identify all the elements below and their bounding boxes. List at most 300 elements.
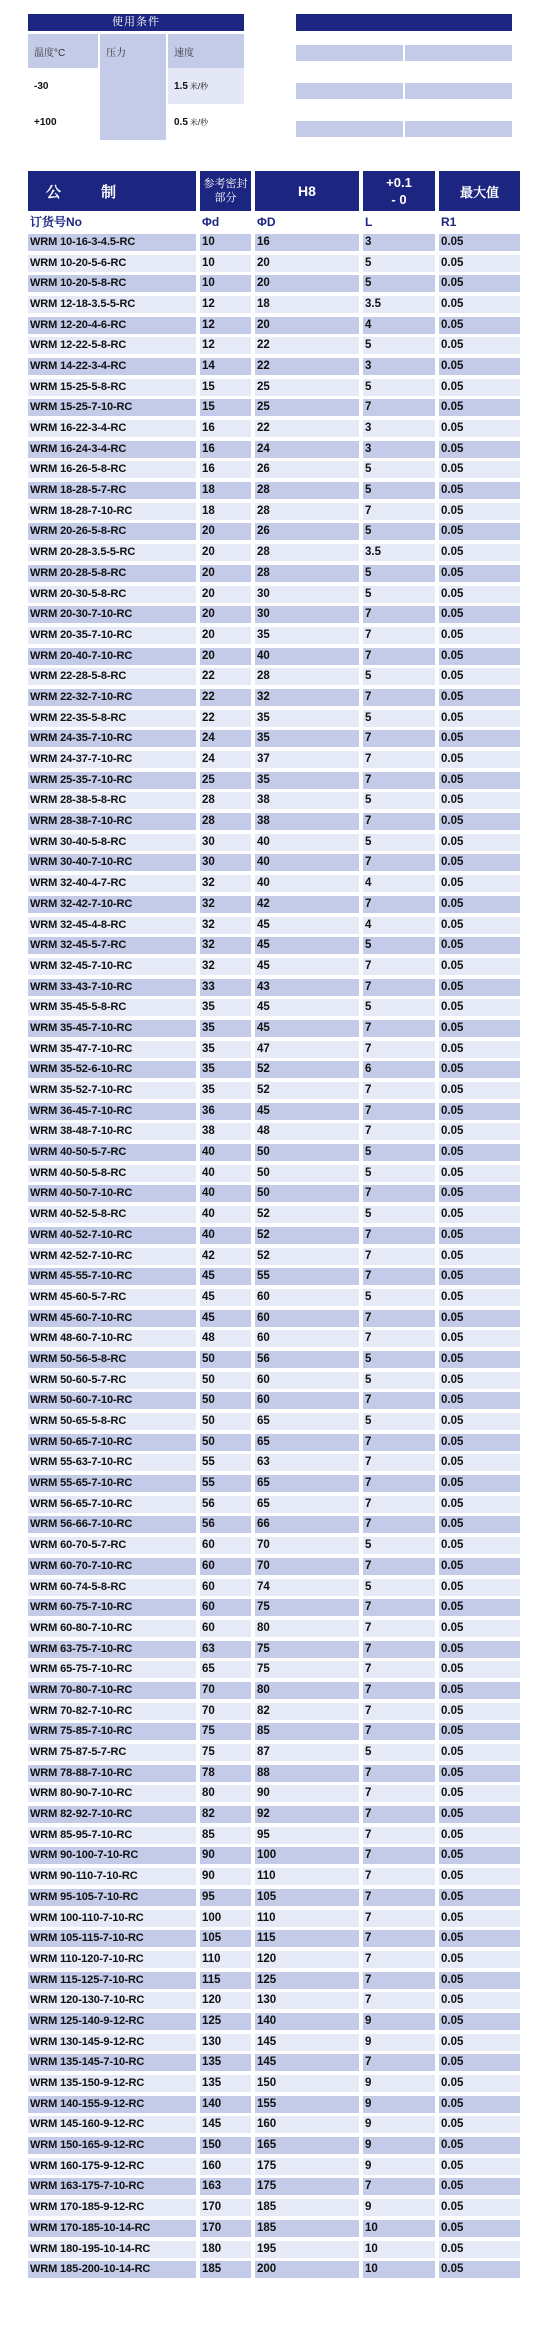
reference-seal-header: 参考密封部分 — [200, 171, 251, 211]
inner-diameter-cell: 78 — [200, 1765, 251, 1782]
table-row — [28, 832, 516, 853]
table-row — [28, 377, 516, 398]
blank-cell — [405, 45, 512, 61]
outer-diameter-cell: 35 — [255, 710, 359, 727]
inner-diameter-cell: 90 — [200, 1868, 251, 1885]
inner-diameter-cell: 20 — [200, 606, 251, 623]
inner-diameter-cell: 24 — [200, 730, 251, 747]
outer-diameter-cell: 43 — [255, 979, 359, 996]
radius-cell: 0.05 — [439, 1185, 520, 1202]
outer-diameter-cell: 45 — [255, 937, 359, 954]
inner-diameter-cell: 40 — [200, 1185, 251, 1202]
length-cell: 5 — [363, 255, 435, 272]
inner-diameter-cell: 110 — [200, 1951, 251, 1968]
table-row — [28, 708, 516, 729]
radius-cell: 0.05 — [439, 813, 520, 830]
table-row — [28, 1122, 516, 1143]
radius-cell: 0.05 — [439, 317, 520, 334]
length-cell: 9 — [363, 2075, 435, 2092]
inner-diameter-cell: 20 — [200, 565, 251, 582]
length-cell: 10 — [363, 2241, 435, 2258]
radius-cell: 0.05 — [439, 1703, 520, 1720]
outer-diameter-cell: 45 — [255, 1103, 359, 1120]
order-number-cell: WRM 105-115-7-10-RC — [28, 1930, 196, 1947]
radius-cell: 0.05 — [439, 1992, 520, 2009]
inner-diameter-cell: 70 — [200, 1703, 251, 1720]
order-number-cell: WRM 60-70-5-7-RC — [28, 1537, 196, 1554]
length-cell: 3 — [363, 358, 435, 375]
order-number-cell: WRM 145-160-9-12-RC — [28, 2116, 196, 2133]
order-number-cell: WRM 70-80-7-10-RC — [28, 1682, 196, 1699]
length-cell: 5 — [363, 337, 435, 354]
order-number-cell: WRM 50-56-5-8-RC — [28, 1351, 196, 1368]
order-number-cell: WRM 20-40-7-10-RC — [28, 648, 196, 665]
radius-subheader: R1 — [441, 214, 457, 229]
inner-diameter-cell: 40 — [200, 1206, 251, 1223]
inner-diameter-cell: 22 — [200, 668, 251, 685]
order-number-cell: WRM 185-200-10-14-RC — [28, 2261, 196, 2278]
radius-cell: 0.05 — [439, 234, 520, 251]
length-cell: 5 — [363, 792, 435, 809]
outer-diameter-cell: 105 — [255, 1889, 359, 1906]
inner-diameter-cell: 35 — [200, 999, 251, 1016]
table-row — [28, 770, 516, 791]
length-cell: 7 — [363, 1847, 435, 1864]
order-number-cell: WRM 32-40-4-7-RC — [28, 875, 196, 892]
outer-diameter-cell: 52 — [255, 1248, 359, 1265]
outer-diameter-cell: 48 — [255, 1123, 359, 1140]
length-cell: 9 — [363, 2158, 435, 2175]
inner-diameter-cell: 18 — [200, 482, 251, 499]
order-number-cell: WRM 100-110-7-10-RC — [28, 1910, 196, 1927]
length-cell: 7 — [363, 1041, 435, 1058]
table-row — [28, 1515, 516, 1536]
outer-diameter-cell: 74 — [255, 1579, 359, 1596]
outer-diameter-cell: 95 — [255, 1827, 359, 1844]
table-row — [28, 1494, 516, 1515]
length-cell: 4 — [363, 917, 435, 934]
radius-cell: 0.05 — [439, 2241, 520, 2258]
length-cell: 7 — [363, 751, 435, 768]
radius-cell: 0.05 — [439, 792, 520, 809]
order-number-cell: WRM 110-120-7-10-RC — [28, 1951, 196, 1968]
inner-diameter-cell: 130 — [200, 2034, 251, 2051]
inner-diameter-cell: 35 — [200, 1041, 251, 1058]
table-row — [28, 1908, 516, 1929]
inner-diameter-cell: 50 — [200, 1351, 251, 1368]
length-cell: 7 — [363, 979, 435, 996]
temperature-header: 温度°C — [28, 34, 98, 68]
tolerance-minus: - 0 — [391, 192, 407, 207]
radius-cell: 0.05 — [439, 2137, 520, 2154]
inner-diameter-cell: 16 — [200, 461, 251, 478]
table-row — [28, 584, 516, 605]
outer-diameter-cell: 16 — [255, 234, 359, 251]
table-row — [28, 1535, 516, 1556]
radius-cell: 0.05 — [439, 2096, 520, 2113]
length-cell: 7 — [363, 772, 435, 789]
outer-diameter-cell: 26 — [255, 523, 359, 540]
outer-diameter-cell: 88 — [255, 1765, 359, 1782]
table-row — [28, 1308, 516, 1329]
outer-diameter-cell: 52 — [255, 1206, 359, 1223]
order-number-cell: WRM 28-38-5-8-RC — [28, 792, 196, 809]
radius-cell: 0.05 — [439, 875, 520, 892]
radius-cell: 0.05 — [439, 1930, 520, 1947]
outer-diameter-cell: 37 — [255, 751, 359, 768]
table-row — [28, 480, 516, 501]
radius-cell: 0.05 — [439, 461, 520, 478]
order-number-cell: WRM 50-60-5-7-RC — [28, 1372, 196, 1389]
table-row — [28, 1680, 516, 1701]
inner-diameter-cell: 20 — [200, 586, 251, 603]
outer-diameter-cell: 175 — [255, 2178, 359, 2195]
order-number-cell: WRM 50-65-7-10-RC — [28, 1434, 196, 1451]
outer-diameter-cell: 150 — [255, 2075, 359, 2092]
length-cell: 7 — [363, 1806, 435, 1823]
usage-conditions-grid — [28, 34, 244, 140]
radius-cell: 0.05 — [439, 1579, 520, 1596]
speed-unit: 米/秒 — [189, 81, 209, 91]
order-number-cell: WRM 35-52-6-10-RC — [28, 1061, 196, 1078]
table-row — [28, 1039, 516, 1060]
outer-diameter-cell: 60 — [255, 1310, 359, 1327]
length-cell: 5 — [363, 834, 435, 851]
length-cell: 3.5 — [363, 296, 435, 313]
order-number-cell: WRM 75-87-5-7-RC — [28, 1744, 196, 1761]
radius-cell: 0.05 — [439, 1351, 520, 1368]
order-number-cell: WRM 140-155-9-12-RC — [28, 2096, 196, 2113]
inner-diameter-cell: 75 — [200, 1744, 251, 1761]
order-number-cell: WRM 24-37-7-10-RC — [28, 751, 196, 768]
outer-diameter-cell: 65 — [255, 1413, 359, 1430]
inner-diameter-cell: 55 — [200, 1475, 251, 1492]
max-value-header: 最大值 — [439, 171, 520, 211]
inner-diameter-cell: 85 — [200, 1827, 251, 1844]
radius-cell: 0.05 — [439, 399, 520, 416]
radius-cell: 0.05 — [439, 441, 520, 458]
length-cell: 5 — [363, 275, 435, 292]
length-cell: 7 — [363, 648, 435, 665]
inner-diameter-cell: 125 — [200, 2013, 251, 2030]
order-number-cell: WRM 30-40-7-10-RC — [28, 854, 196, 871]
inner-diameter-cell: 32 — [200, 917, 251, 934]
length-cell: 5 — [363, 523, 435, 540]
inner-diameter-cell: 10 — [200, 234, 251, 251]
radius-cell: 0.05 — [439, 772, 520, 789]
radius-cell: 0.05 — [439, 565, 520, 582]
radius-cell: 0.05 — [439, 482, 520, 499]
radius-cell: 0.05 — [439, 1020, 520, 1037]
inner-diameter-cell: 45 — [200, 1310, 251, 1327]
table-row — [28, 1928, 516, 1949]
radius-cell: 0.05 — [439, 1661, 520, 1678]
radius-cell: 0.05 — [439, 689, 520, 706]
inner-diameter-cell: 28 — [200, 813, 251, 830]
inner-diameter-cell: 40 — [200, 1165, 251, 1182]
order-number-cell: WRM 35-45-7-10-RC — [28, 1020, 196, 1037]
inner-diameter-cell: 22 — [200, 689, 251, 706]
inner-diameter-cell: 35 — [200, 1020, 251, 1037]
outer-diameter-cell: 26 — [255, 461, 359, 478]
outer-diameter-cell: 24 — [255, 441, 359, 458]
inner-diameter-cell: 82 — [200, 1806, 251, 1823]
table-row — [28, 2177, 516, 2198]
radius-cell: 0.05 — [439, 1599, 520, 1616]
outer-diameter-cell: 28 — [255, 565, 359, 582]
inner-diameter-cell: 160 — [200, 2158, 251, 2175]
outer-diameter-cell: 25 — [255, 399, 359, 416]
radius-cell: 0.05 — [439, 1641, 520, 1658]
length-cell: 7 — [363, 1620, 435, 1637]
outer-diameter-cell: 42 — [255, 896, 359, 913]
radius-cell: 0.05 — [439, 420, 520, 437]
outer-diameter-cell: 75 — [255, 1599, 359, 1616]
table-row — [28, 1763, 516, 1784]
length-cell: 9 — [363, 2199, 435, 2216]
inner-diameter-cell: 12 — [200, 337, 251, 354]
table-row — [28, 1328, 516, 1349]
inner-diameter-cell: 20 — [200, 523, 251, 540]
order-number-cell: WRM 70-82-7-10-RC — [28, 1703, 196, 1720]
order-number-cell: WRM 170-185-9-12-RC — [28, 2199, 196, 2216]
inner-diameter-cell: 38 — [200, 1123, 251, 1140]
outer-diameter-cell: 20 — [255, 317, 359, 334]
inner-diameter-cell: 65 — [200, 1661, 251, 1678]
length-cell: 7 — [363, 1951, 435, 1968]
inner-diameter-cell: 115 — [200, 1972, 251, 1989]
outer-diameter-cell: 110 — [255, 1910, 359, 1927]
inner-diameter-cell: 60 — [200, 1620, 251, 1637]
inner-diameter-cell: 150 — [200, 2137, 251, 2154]
length-cell: 7 — [363, 1496, 435, 1513]
length-cell: 5 — [363, 1413, 435, 1430]
outer-diameter-cell: 140 — [255, 2013, 359, 2030]
order-number-cell: WRM 125-140-9-12-RC — [28, 2013, 196, 2030]
order-number-subheader: 订货号No — [30, 215, 82, 229]
temperature-min: -30 — [28, 68, 98, 104]
outer-diameter-cell: 63 — [255, 1454, 359, 1471]
outer-diameter-cell: 32 — [255, 689, 359, 706]
radius-cell: 0.05 — [439, 2013, 520, 2030]
order-number-cell: WRM 12-20-4-6-RC — [28, 317, 196, 334]
order-number-cell: WRM 60-70-7-10-RC — [28, 1558, 196, 1575]
radius-cell: 0.05 — [439, 1434, 520, 1451]
length-cell: 7 — [363, 1827, 435, 1844]
order-number-cell: WRM 20-30-7-10-RC — [28, 606, 196, 623]
radius-cell: 0.05 — [439, 1765, 520, 1782]
length-cell: 4 — [363, 317, 435, 334]
table-row — [28, 335, 516, 356]
order-number-cell: WRM 95-105-7-10-RC — [28, 1889, 196, 1906]
table-row — [28, 873, 516, 894]
table-row — [28, 1163, 516, 1184]
blank-gap — [405, 65, 512, 79]
outer-diameter-cell: 56 — [255, 1351, 359, 1368]
radius-cell: 0.05 — [439, 730, 520, 747]
inner-diameter-cell: 36 — [200, 1103, 251, 1120]
order-number-cell: WRM 135-150-9-12-RC — [28, 2075, 196, 2092]
length-cell: 5 — [363, 1744, 435, 1761]
outer-diameter-cell: 160 — [255, 2116, 359, 2133]
speed-min — [168, 104, 244, 140]
outer-diameter-cell: 35 — [255, 730, 359, 747]
outer-diameter-cell: 185 — [255, 2199, 359, 2216]
radius-cell: 0.05 — [439, 255, 520, 272]
table-row — [28, 915, 516, 936]
outer-diameter-cell: 50 — [255, 1185, 359, 1202]
order-number-cell: WRM 82-92-7-10-RC — [28, 1806, 196, 1823]
order-number-cell: WRM 48-60-7-10-RC — [28, 1330, 196, 1347]
inner-diameter-cell: 12 — [200, 296, 251, 313]
inner-diameter-cell: 60 — [200, 1599, 251, 1616]
radius-cell: 0.05 — [439, 1372, 520, 1389]
length-cell: 10 — [363, 2220, 435, 2237]
outer-diameter-cell: 155 — [255, 2096, 359, 2113]
table-row — [28, 1722, 516, 1743]
outer-diameter-cell: 125 — [255, 1972, 359, 1989]
inner-diameter-cell: 14 — [200, 358, 251, 375]
radius-cell: 0.05 — [439, 379, 520, 396]
table-row — [28, 1597, 516, 1618]
outer-diameter-cell: 45 — [255, 958, 359, 975]
order-number-cell: WRM 20-28-3.5-5-RC — [28, 544, 196, 561]
length-cell: 10 — [363, 2261, 435, 2278]
table-row — [28, 791, 516, 812]
inner-diameter-cell: 30 — [200, 834, 251, 851]
table-row — [28, 1204, 516, 1225]
table-row — [28, 2094, 516, 2115]
order-number-cell: WRM 60-75-7-10-RC — [28, 1599, 196, 1616]
radius-cell: 0.05 — [439, 1723, 520, 1740]
outer-diameter-cell: 185 — [255, 2220, 359, 2237]
radius-cell: 0.05 — [439, 2158, 520, 2175]
radius-cell: 0.05 — [439, 958, 520, 975]
table-row — [28, 1080, 516, 1101]
order-number-cell: WRM 45-60-5-7-RC — [28, 1289, 196, 1306]
table-row — [28, 811, 516, 832]
table-row — [28, 2073, 516, 2094]
length-cell: 5 — [363, 482, 435, 499]
order-number-cell: WRM 60-74-5-8-RC — [28, 1579, 196, 1596]
outer-diameter-cell: 30 — [255, 586, 359, 603]
order-number-cell: WRM 60-80-7-10-RC — [28, 1620, 196, 1637]
length-cell: 5 — [363, 1289, 435, 1306]
length-cell: 7 — [363, 689, 435, 706]
length-cell: 7 — [363, 1185, 435, 1202]
length-cell: 7 — [363, 1082, 435, 1099]
pressure-cell — [98, 104, 168, 140]
outer-diameter-cell: 28 — [255, 544, 359, 561]
tolerance-plus: +0.1 — [386, 175, 412, 190]
inner-diameter-cell: 16 — [200, 441, 251, 458]
table-row — [28, 1618, 516, 1639]
order-number-cell: WRM 25-35-7-10-RC — [28, 772, 196, 789]
table-row — [28, 294, 516, 315]
radius-cell: 0.05 — [439, 979, 520, 996]
order-number-cell: WRM 10-20-5-6-RC — [28, 255, 196, 272]
outer-diameter-cell: 45 — [255, 1020, 359, 1037]
outer-diameter-cell: 130 — [255, 1992, 359, 2009]
order-number-cell: WRM 65-75-7-10-RC — [28, 1661, 196, 1678]
order-number-cell: WRM 18-28-5-7-RC — [28, 482, 196, 499]
outer-diameter-cell: 38 — [255, 813, 359, 830]
length-cell: 7 — [363, 1123, 435, 1140]
length-cell: 5 — [363, 1537, 435, 1554]
inner-diameter-cell: 135 — [200, 2075, 251, 2092]
length-cell: 7 — [363, 1723, 435, 1740]
radius-cell: 0.05 — [439, 544, 520, 561]
order-number-cell: WRM 36-45-7-10-RC — [28, 1103, 196, 1120]
table-row — [28, 1742, 516, 1763]
outer-diameter-cell: 145 — [255, 2034, 359, 2051]
length-cell: 7 — [363, 1516, 435, 1533]
order-number-cell: WRM 16-24-3-4-RC — [28, 441, 196, 458]
inner-diameter-cell: 20 — [200, 544, 251, 561]
table-row — [28, 1453, 516, 1474]
blank-info-panel — [296, 14, 512, 137]
outer-diameter-cell: 20 — [255, 255, 359, 272]
usage-conditions-title: 使用条件 — [28, 14, 244, 31]
length-cell: 4 — [363, 875, 435, 892]
length-cell: 9 — [363, 2013, 435, 2030]
speed-min-value: 0.5 — [174, 116, 188, 128]
table-row — [28, 1432, 516, 1453]
radius-cell: 0.05 — [439, 1744, 520, 1761]
table-row — [28, 997, 516, 1018]
blank-panel-title-bar — [296, 14, 512, 31]
radius-cell: 0.05 — [439, 834, 520, 851]
radius-cell: 0.05 — [439, 1682, 520, 1699]
inner-diameter-cell: 163 — [200, 2178, 251, 2195]
length-cell: 7 — [363, 627, 435, 644]
order-number-cell: WRM 42-52-7-10-RC — [28, 1248, 196, 1265]
inner-diameter-cell: 140 — [200, 2096, 251, 2113]
order-number-cell: WRM 15-25-5-8-RC — [28, 379, 196, 396]
inner-diameter-cell: 40 — [200, 1227, 251, 1244]
outer-diameter-cell: 92 — [255, 1806, 359, 1823]
radius-cell: 0.05 — [439, 1806, 520, 1823]
table-row — [28, 563, 516, 584]
length-cell: 7 — [363, 896, 435, 913]
inner-diameter-cell: 185 — [200, 2261, 251, 2278]
radius-cell: 0.05 — [439, 2075, 520, 2092]
radius-cell: 0.05 — [439, 1620, 520, 1637]
outer-diameter-cell: 120 — [255, 1951, 359, 1968]
order-number-cell: WRM 85-95-7-10-RC — [28, 1827, 196, 1844]
table-row — [28, 646, 516, 667]
order-number-cell: WRM 28-38-7-10-RC — [28, 813, 196, 830]
length-cell: 5 — [363, 1372, 435, 1389]
outer-diameter-cell: 66 — [255, 1516, 359, 1533]
table-row — [28, 273, 516, 294]
outer-diameter-cell: 28 — [255, 482, 359, 499]
length-cell: 9 — [363, 2034, 435, 2051]
length-cell: 3 — [363, 441, 435, 458]
radius-cell: 0.05 — [439, 1082, 520, 1099]
radius-cell: 0.05 — [439, 648, 520, 665]
inner-diameter-cell: 100 — [200, 1910, 251, 1927]
radius-cell: 0.05 — [439, 503, 520, 520]
order-number-cell: WRM 10-20-5-8-RC — [28, 275, 196, 292]
inner-diameter-cell: 48 — [200, 1330, 251, 1347]
length-cell: 7 — [363, 503, 435, 520]
length-cell: 7 — [363, 1103, 435, 1120]
length-cell: 7 — [363, 1641, 435, 1658]
blank-cell — [405, 83, 512, 99]
length-cell: 5 — [363, 565, 435, 582]
radius-cell: 0.05 — [439, 1496, 520, 1513]
